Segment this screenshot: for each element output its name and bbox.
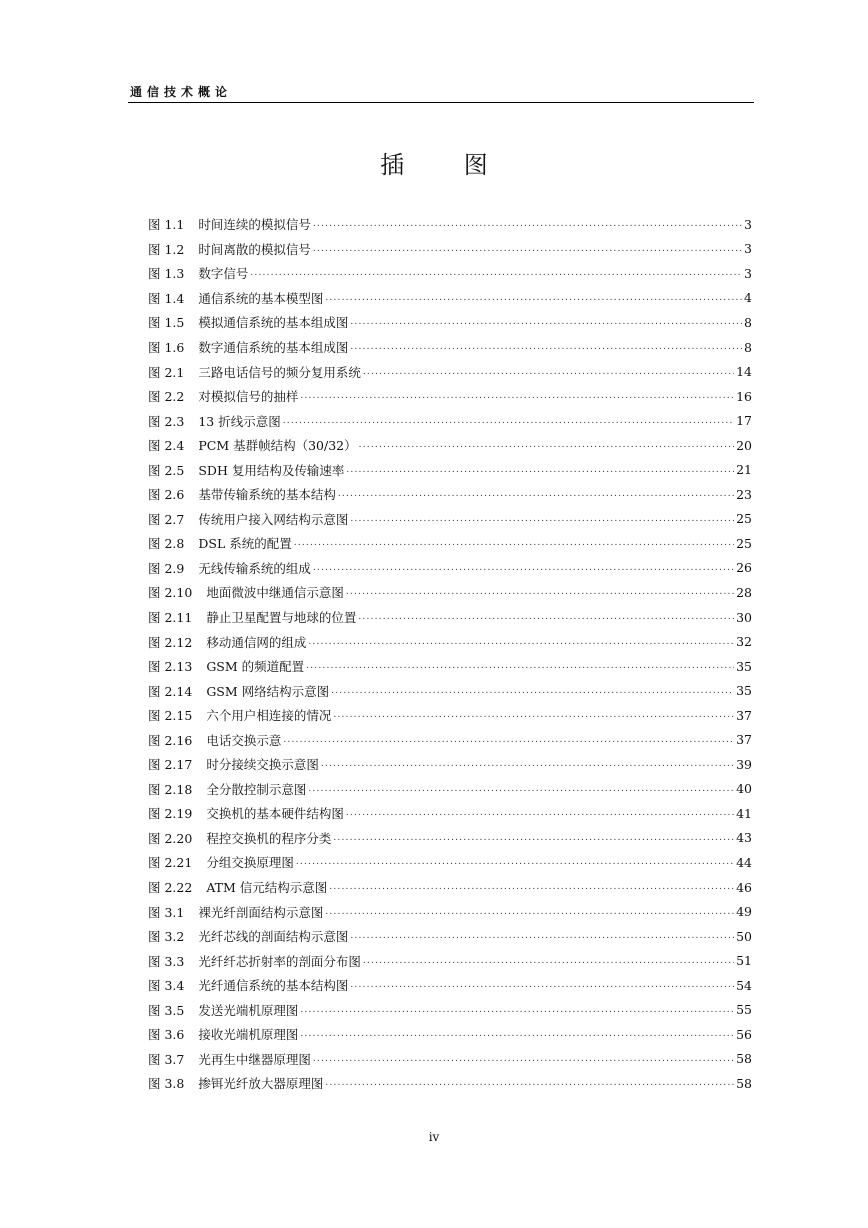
figure-number: 图 2.4 [148,438,185,454]
figure-title: 传统用户接入网结构示意图 [198,511,349,527]
figure-number: 图 2.20 [148,830,193,846]
figure-entry[interactable] [148,212,752,237]
page-title: 插 图 [380,151,514,179]
figure-title: 时间连续的模拟信号 [198,217,311,233]
figure-entry[interactable] [148,654,752,679]
figure-number: 图 2.15 [148,708,193,724]
figure-number: 图 3.5 [148,1002,185,1018]
figure-title: 地面微波中继通信示意图 [206,585,344,601]
figure-title: 移动通信网的组成 [206,634,307,650]
figure-title: 三路电话信号的频分复用系统 [198,364,361,380]
figure-entry[interactable] [148,408,752,433]
figure-number: 图 3.1 [148,904,185,920]
figure-number: 图 2.22 [148,880,193,896]
figure-page: 43 [736,830,752,846]
figure-page: 25 [736,511,752,527]
figure-number: 图 3.7 [148,1051,185,1067]
figure-entry[interactable] [148,261,752,286]
figure-page: 21 [736,462,752,478]
figure-entry[interactable] [148,998,752,1023]
figure-title: 分组交换原理图 [206,855,294,871]
figure-title: 接收光端机原理图 [198,1027,299,1043]
figure-title: 程控交换机的程序分类 [206,830,332,846]
figure-entry[interactable] [148,899,752,924]
dot-leader [338,487,734,501]
figure-page: 23 [736,486,752,502]
figure-entry[interactable] [148,482,752,507]
dot-leader [350,512,734,526]
figure-number: 图 1.1 [148,217,185,233]
figure-title: 静止卫星配置与地球的位置 [206,610,357,626]
running-header [128,82,754,103]
dot-leader [350,340,742,354]
figure-title: 通信系统的基本模型图 [198,290,324,306]
figure-page: 46 [736,879,752,895]
dot-leader [313,561,734,575]
dot-leader [350,978,734,992]
figure-page: 35 [736,683,752,699]
figure-title: 对模拟信号的抽样 [198,389,299,405]
figure-page: 58 [736,1075,752,1091]
figure-title: 数字通信系统的基本组成图 [198,340,349,355]
figure-entry[interactable] [148,875,752,900]
figure-entry[interactable] [148,531,752,556]
figure-page: 35 [736,658,752,674]
figure-number: 图 3.8 [148,1076,185,1092]
figure-number: 图 1.2 [148,241,185,257]
figure-number: 图 2.8 [148,536,185,552]
figure-title: GSM 网络结构示意图 [206,683,330,699]
dot-leader [313,1052,734,1066]
figure-entry[interactable] [148,384,752,409]
dot-leader [321,757,734,771]
dot-leader [300,1027,734,1041]
figure-entry[interactable] [148,359,752,384]
dot-leader [358,610,734,624]
figure-list [148,212,752,1096]
figure-page: 56 [736,1026,752,1042]
figure-entry[interactable] [148,703,752,728]
figure-number: 图 1.5 [148,315,185,331]
dot-leader [300,1003,734,1017]
figure-number: 图 2.1 [148,364,185,380]
figure-title: 电话交换示意 [206,732,282,748]
figure-number: 图 2.6 [148,487,185,503]
figure-page: 8 [744,339,752,355]
figure-number: 图 2.11 [148,610,193,626]
figure-entry[interactable] [148,335,752,360]
figure-page: 39 [736,756,752,772]
figure-title: PCM 基群帧结构（30/32） [198,438,357,454]
figure-title: 发送光端机原理图 [198,1002,299,1018]
figure-title: SDH 复用结构及传输速率 [198,462,345,478]
figure-title: 裸光纤剖面结构示意图 [198,904,324,920]
figure-page: 41 [736,805,752,821]
figure-entry[interactable] [148,556,752,581]
figure-title: 交换机的基本硬件结构图 [206,806,344,822]
figure-entry[interactable] [148,1047,752,1072]
figure-page: 44 [736,854,752,870]
dot-leader [313,217,742,231]
figure-entry[interactable] [148,924,752,949]
dot-leader [325,1076,734,1090]
figure-entry[interactable] [148,629,752,654]
figure-entry[interactable] [148,605,752,630]
figure-page: 3 [744,265,752,281]
figure-entry[interactable] [148,948,752,973]
figure-number: 图 2.10 [148,585,193,601]
figure-title: 无线传输系统的组成 [198,560,311,576]
dot-leader [296,855,734,869]
dot-leader [250,266,742,280]
figure-title: 数字信号 [198,266,249,282]
figure-title: 全分散控制示意图 [206,781,307,797]
dot-leader [329,880,734,894]
dot-leader [359,438,734,452]
figure-number: 图 2.7 [148,511,185,527]
dot-leader [346,806,734,820]
figure-title: 时间离散的模拟信号 [198,241,311,257]
figure-number: 图 1.3 [148,266,185,282]
figure-page: 58 [736,1051,752,1067]
figure-number: 图 2.5 [148,462,185,478]
figure-page: 16 [736,388,752,404]
dot-leader [346,585,734,599]
figure-number: 图 3.6 [148,1027,185,1043]
figure-entry[interactable] [148,1071,752,1096]
dot-leader [325,905,734,919]
figure-page: 50 [736,928,752,944]
figure-number: 图 2.18 [148,781,193,797]
figure-page: 26 [736,560,752,576]
figure-page: 17 [736,413,752,429]
dot-leader [308,635,734,649]
figure-number: 图 2.13 [148,659,193,675]
dot-leader [333,708,734,722]
figure-number: 图 2.21 [148,855,193,871]
figure-page: 32 [736,634,752,650]
figure-title: ATM 信元结构示意图 [206,880,328,896]
figure-number: 图 3.4 [148,978,185,994]
figure-title: 13 折线示意图 [198,413,281,429]
book-title: 通信技术概论 [130,85,233,99]
figure-entry[interactable] [148,727,752,752]
figure-title: 基带传输系统的基本结构 [198,487,336,503]
figure-title: 光再生中继器原理图 [198,1051,311,1067]
figure-entry[interactable] [148,801,752,826]
dot-leader [350,929,734,943]
figure-title: 时分接续交换示意图 [206,757,319,773]
figure-page: 55 [736,1002,752,1018]
figure-page: 30 [736,609,752,625]
figure-page: 4 [744,290,752,306]
dot-leader [294,536,734,550]
figure-page: 37 [736,707,752,723]
figure-title: 光纤纤芯折射率的剖面分布图 [198,953,361,969]
figure-entry[interactable] [148,507,752,532]
dot-leader [313,242,742,256]
figure-number: 图 2.19 [148,806,193,822]
figure-title: 掺铒光纤放大器原理图 [198,1076,324,1092]
dot-leader [363,954,734,968]
figure-entry[interactable] [148,777,752,802]
figure-entry[interactable] [148,826,752,851]
figure-number: 图 2.17 [148,757,193,773]
figure-number: 图 2.3 [148,413,185,429]
figure-entry[interactable] [148,237,752,262]
figure-entry[interactable] [148,973,752,998]
dot-leader [325,291,742,305]
figure-entry[interactable] [148,433,752,458]
figure-page: 14 [736,364,752,380]
figure-page: 3 [744,241,752,257]
figure-number: 图 2.14 [148,683,193,699]
figure-page: 37 [736,732,752,748]
figure-number: 图 2.9 [148,560,185,576]
dot-leader [283,414,734,428]
figure-title: DSL 系统的配置 [198,536,292,552]
dot-leader [350,315,742,329]
figure-number: 图 2.16 [148,732,193,748]
figure-number: 图 1.4 [148,290,185,306]
figure-entry[interactable] [148,1022,752,1047]
figure-page: 25 [736,535,752,551]
figure-page: 20 [736,437,752,453]
dot-leader [306,659,734,673]
dot-leader [333,831,734,845]
figure-number: 图 3.3 [148,953,185,969]
figure-title: 六个用户相连接的情况 [206,708,332,724]
figure-title: GSM 的频道配置 [206,659,305,675]
dot-leader [331,684,734,698]
figure-page: 40 [736,781,752,797]
figure-entry[interactable] [148,310,752,335]
figure-number: 图 3.2 [148,929,185,945]
dot-leader [308,782,734,796]
dot-leader [300,389,734,403]
figure-number: 图 2.12 [148,634,193,650]
figure-entry[interactable] [148,286,752,311]
page-number: iv [428,1130,440,1144]
figure-title: 光纤芯线的剖面结构示意图 [198,929,349,945]
figure-entry[interactable] [148,457,752,482]
dot-leader [283,733,734,747]
figure-title: 光纤通信系统的基本结构图 [198,978,349,994]
figure-page: 3 [744,216,752,232]
figure-number: 图 1.6 [148,340,185,355]
figure-page: 54 [736,977,752,993]
figure-number: 图 2.2 [148,389,185,405]
figure-title: 模拟通信系统的基本组成图 [198,315,349,331]
figure-page: 8 [744,314,752,330]
figure-page: 49 [736,904,752,920]
figure-entry[interactable] [148,678,752,703]
figure-entry[interactable] [148,752,752,777]
figure-entry[interactable] [148,580,752,605]
figure-page: 51 [736,953,752,969]
figure-page: 28 [736,584,752,600]
dot-leader [363,365,734,379]
figure-entry[interactable] [148,850,752,875]
dot-leader [346,463,734,477]
